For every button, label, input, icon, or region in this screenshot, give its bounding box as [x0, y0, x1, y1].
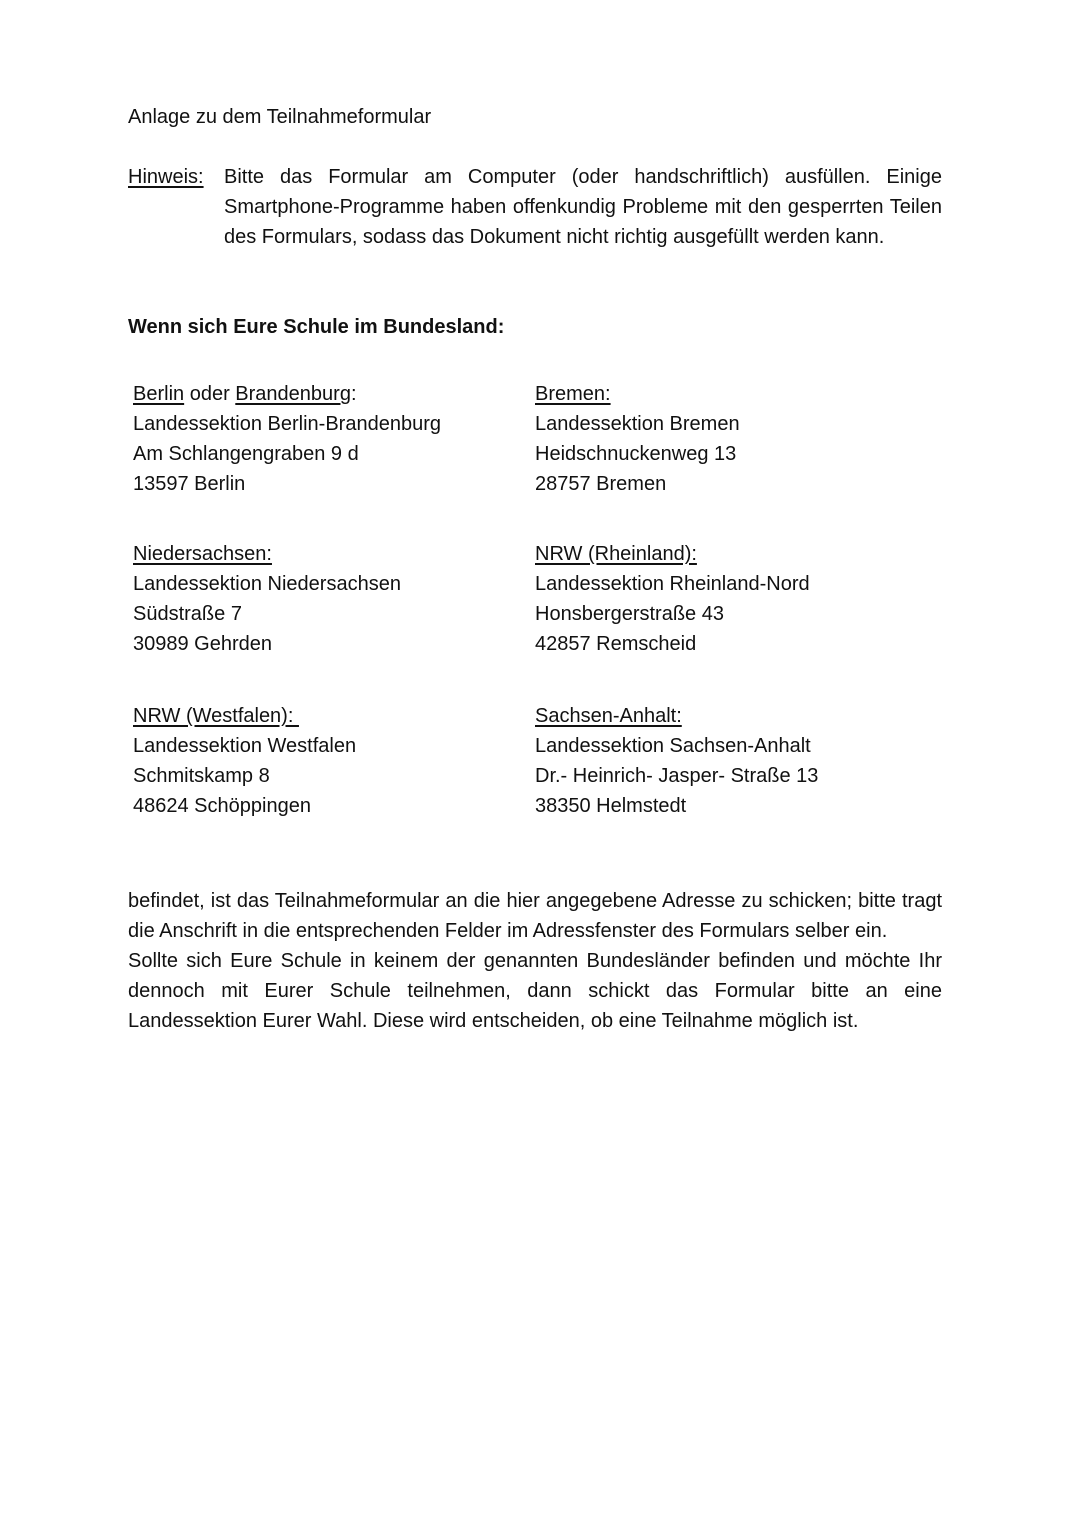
address-street: Dr.- Heinrich- Jasper- Straße 13 [535, 765, 819, 787]
address-label-brandenburg: Brandenburg [235, 383, 351, 405]
address-label [133, 379, 513, 409]
address-sachsen-anhalt [535, 701, 915, 821]
address-street: Am Schlangengraben 9 d [133, 443, 359, 465]
address-nrw-rheinland [535, 539, 915, 659]
address-name: Landessektion Berlin-Brandenburg [133, 413, 441, 435]
address-label-berlin: Berlin [133, 383, 185, 405]
address-label-join: oder [184, 383, 236, 405]
address-niedersachsen [133, 539, 513, 659]
address-city: 48624 Schöppingen [133, 795, 311, 817]
closing-paragraph-2: Sollte sich Eure Schule in keinem der genannten Bundesländer befinden und möchte Ihr dennoch mit Eurer Schule teilnehmen, dann schickt das Formular bitte an eine Landessektion Eurer Wahl. Diese wird entscheiden, ob eine Teilnahme möglich ist. [128, 950, 942, 1032]
address-name: Landessektion Sachsen-Anhalt [535, 735, 811, 757]
address-street: Südstraße 7 [133, 603, 242, 625]
address-berlin-brandenburg [133, 379, 513, 499]
address-name: Landessektion Rheinland-Nord [535, 573, 810, 595]
hint-text: Bitte das Formular am Computer (oder handschriftlich) ausfüllen. Einige Smartphone-Programme haben offenkundig Probleme mit den gesperrten Teilen des Formulars, sodass das Dokument nicht richtig ausgefüllt werden kann. [224, 166, 942, 248]
document-heading: Anlage zu dem Teilnahmeformular [128, 106, 432, 128]
address-nrw-westfalen [133, 701, 513, 821]
address-label: NRW (Westfalen): [133, 705, 299, 727]
address-name: Landessektion Niedersachsen [133, 573, 401, 595]
address-label: Niedersachsen: [133, 543, 272, 565]
address-label-suffix: : [350, 383, 357, 405]
closing-text [128, 886, 942, 1036]
address-label: Sachsen-Anhalt: [535, 705, 682, 727]
address-city: 13597 Berlin [133, 473, 246, 495]
address-name: Landessektion Bremen [535, 413, 740, 435]
address-name: Landessektion Westfalen [133, 735, 357, 757]
address-label: Bremen: [535, 383, 611, 405]
hint-label: Hinweis: [128, 166, 204, 188]
address-street: Heidschnuckenweg 13 [535, 443, 737, 465]
address-street: Honsbergerstraße 43 [535, 603, 724, 625]
address-street: Schmitskamp 8 [133, 765, 270, 787]
closing-paragraph-1: befindet, ist das Teilnahmeformular an die hier angegebene Adresse zu schicken; bitte tragt die Anschrift in die entsprechenden Felder im Adressfenster des Formulars selber ein. [128, 890, 942, 942]
address-bremen [535, 379, 915, 499]
address-city: 30989 Gehrden [133, 633, 273, 655]
address-city: 28757 Bremen [535, 473, 667, 495]
address-label: NRW (Rheinland): [535, 543, 697, 565]
bundesland-intro: Wenn sich Eure Schule im Bundesland: [128, 316, 505, 338]
address-city: 42857 Remscheid [535, 633, 697, 655]
address-city: 38350 Helmstedt [535, 795, 687, 817]
